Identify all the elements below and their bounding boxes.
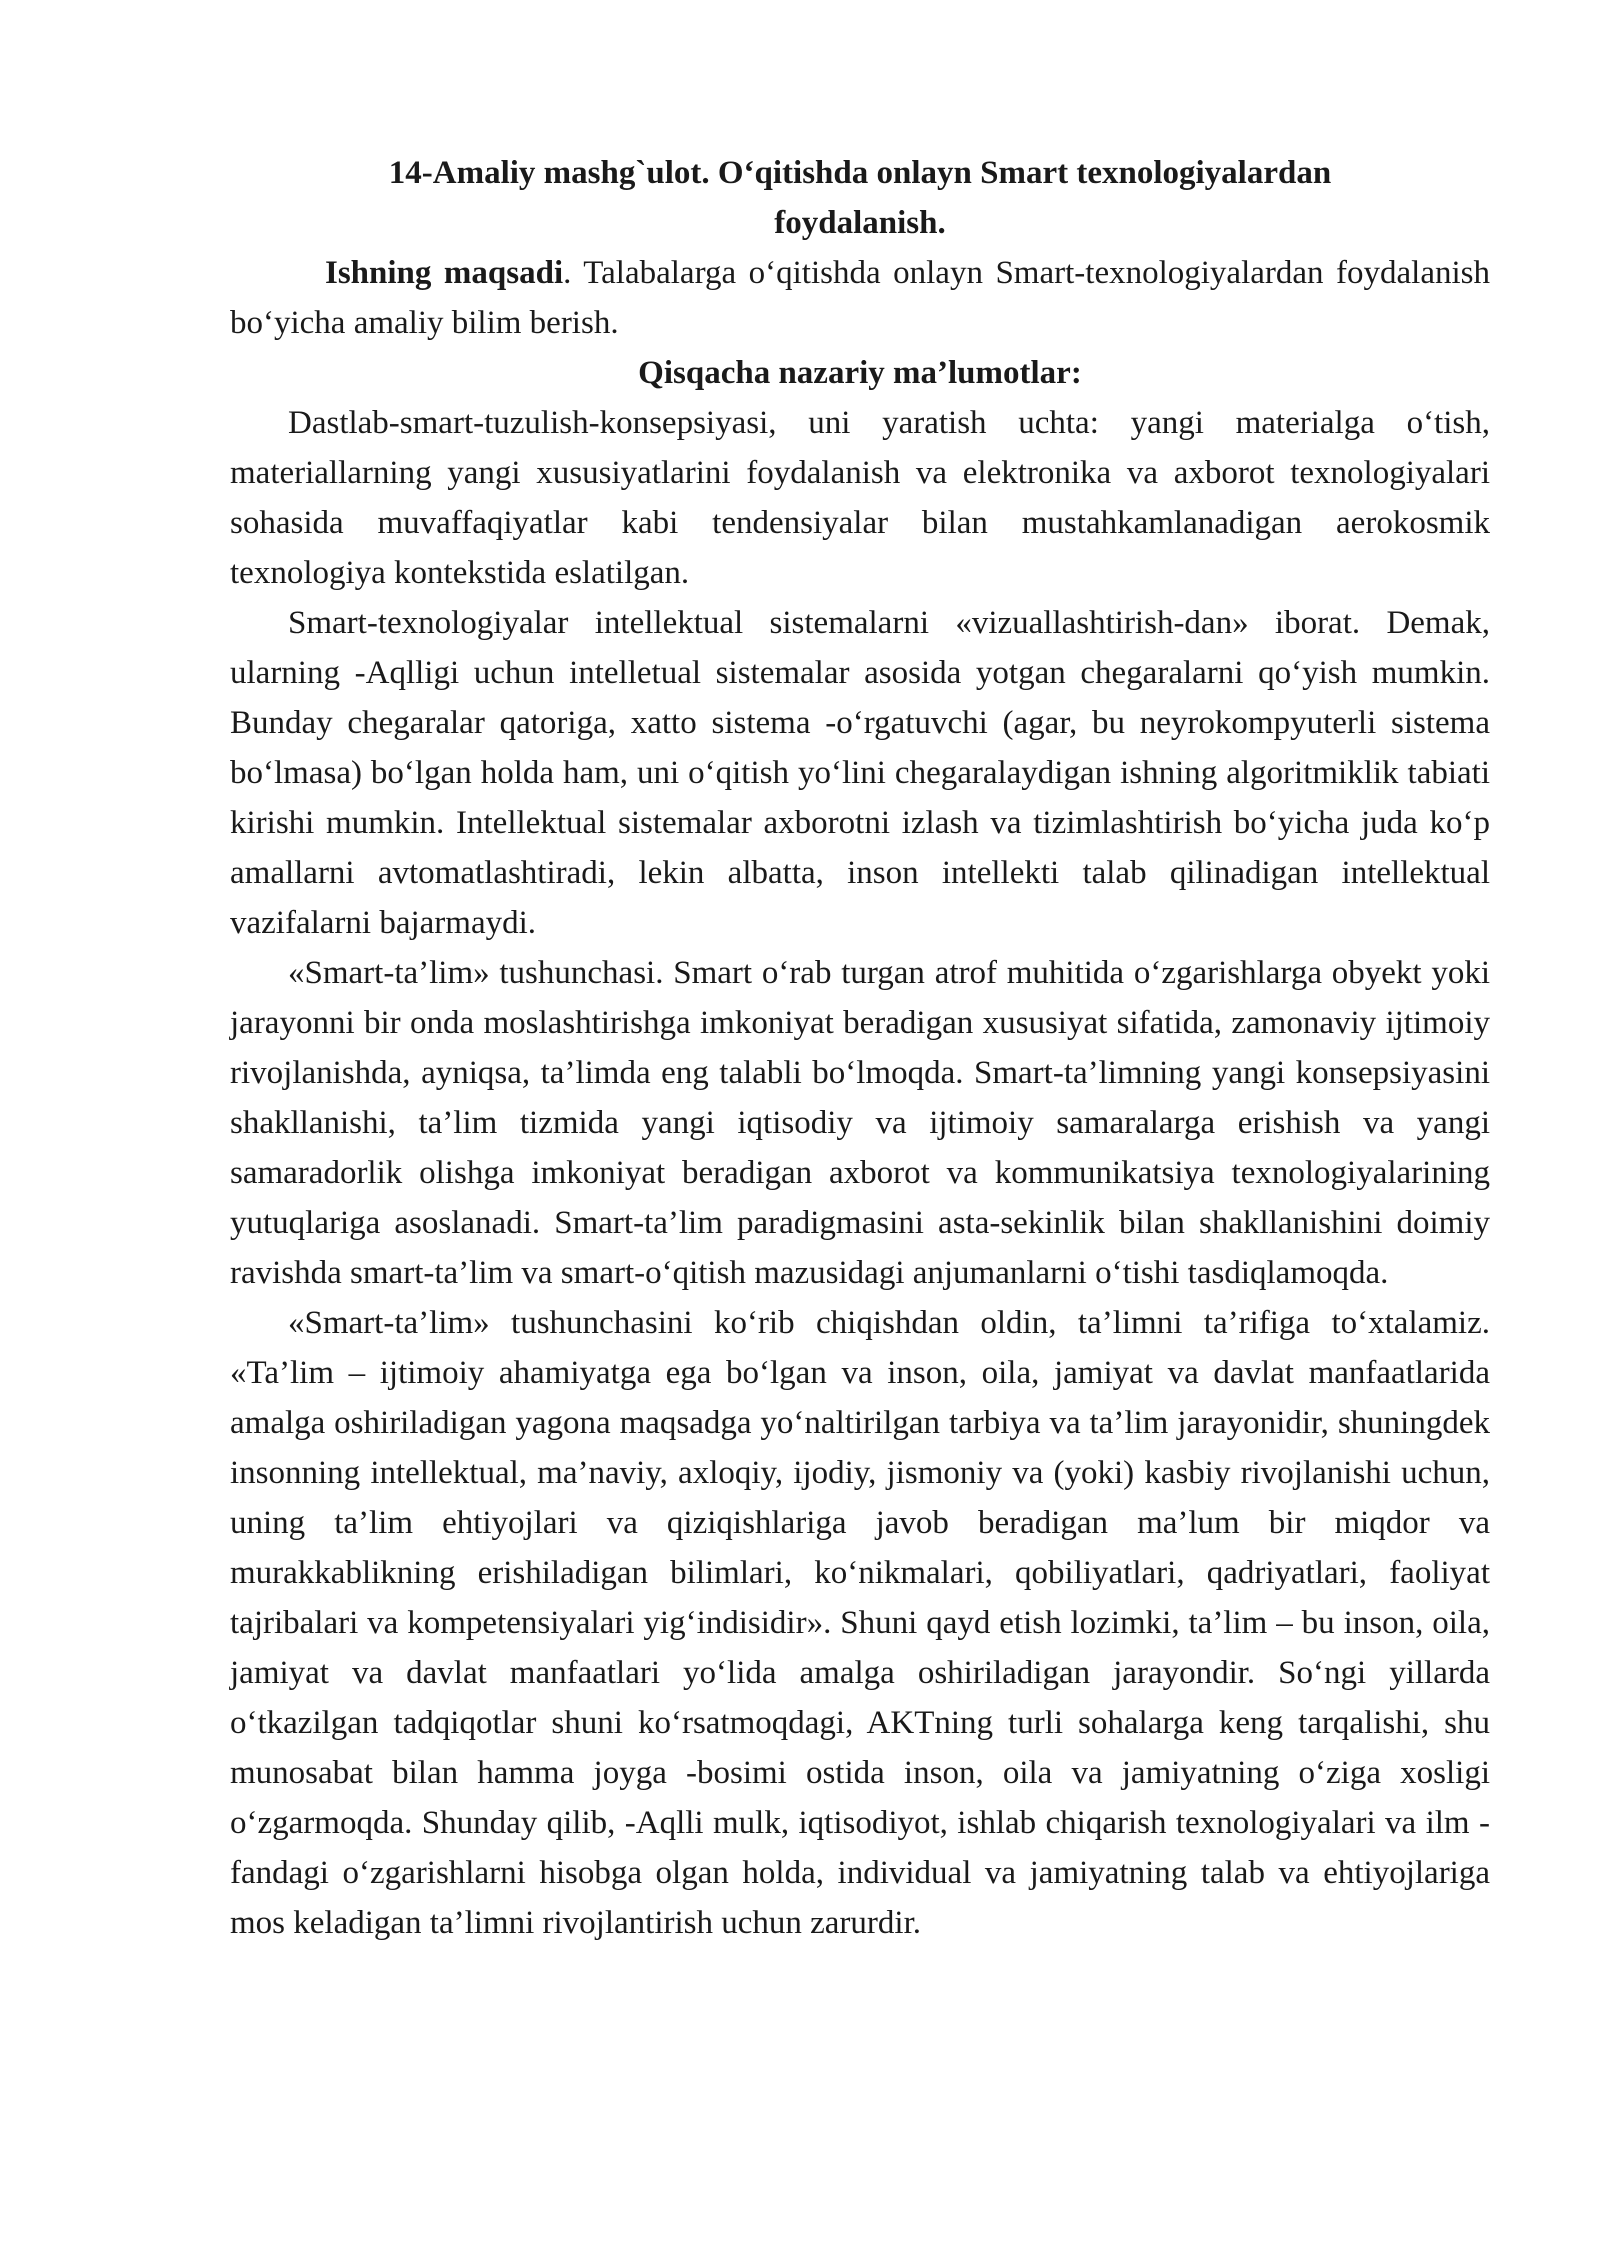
- purpose-lead: Ishning maqsadi: [325, 255, 564, 291]
- body-paragraph-3: «Smart-ta’lim» tushunchasi. Smart o‘rab turgan atrof muhitida o‘zgarishlarga obyekt yoki jarayonni bir onda moslashtirishga imkoniyat beradigan xususiyat sifatida, zamonaviy ijtimoiy rivojlanishda, ayniqsa, ta’limda eng talabli bo‘lmoqda. Smart-ta’limning yangi konsepsiyasini shakllanishi, ta’lim tizmida yangi iqtisodiy va ijtimoiy samaralarga erishish va yangi samaradorlik olishga imkoniyat beradigan axborot va kommunikatsiya texnologiyalarining yutuqlariga asoslanadi. Smart-ta’lim paradigmasini asta-sekinlik bilan shakllanishini doimiy ravishda smart-ta’lim va smart-o‘qitish mazusidagi anjumanlarni o‘tishi tasdiqlamoqda.: [230, 955, 1490, 1291]
- body-paragraph-2: Smart-texnologiyalar intellektual sistemalarni «vizuallashtirish-dan» iborat. Demak, ularning -Aqlligi uchun intelletual sistemalar asosida yotgan chegaralarni qo‘yish mumkin. Bunday chegaralar qatoriga, xatto sistema -o‘rgatuvchi (agar, bu neyrokompyuterli sistema bo‘lmasa) bo‘lgan holda ham, uni o‘qitish yo‘lini chegaralaydigan ishning algoritmiklik tabiati kirishi mumkin. Intellektual sistemalar axborotni izlash va tizimlashtirish bo‘yicha juda ko‘p amallarni avtomatlashtiradi, lekin albatta, inson intellekti talab qilinadigan intellektual vazifalarni bajarmaydi.: [230, 605, 1490, 941]
- body-paragraph-1: Dastlab-smart-tuzulish-konsepsiyasi, uni yaratish uchta: yangi materialga o‘tish, materiallarning yangi xususiyatlarini foydalanish va elektronika va axborot texnologiyalari sohasida muvaffaqiyatlar kabi tendensiyalar bilan mustahkamlanadigan aerokosmik texnologiya kontekstida eslatilgan.: [230, 405, 1490, 591]
- document-title: 14-Amaliy mashg`ulot. O‘qitishda onlayn Smart texnologiyalardan foydalanish.: [388, 155, 1332, 241]
- purpose-paragraph: [230, 248, 1490, 348]
- body-paragraph-4: «Smart-ta’lim» tushunchasini ko‘rib chiqishdan oldin, ta’limni ta’rifiga to‘xtalamiz. «Ta’lim – ijtimoiy ahamiyatga ega bo‘lgan va inson, oila, jamiyat va davlat manfaatlarida amalga oshiriladigan yagona maqsadga yo‘naltirilgan tarbiya va ta’lim jarayonidir, shuningdek insonning intellektual, ma’naviy, axloqiy, ijodiy, jismoniy va (yoki) kasbiy rivojlanishi uchun, uning ta’lim ehtiyojlari va qiziqishlariga javob beradigan ma’lum bir miqdor va murakkablikning erishiladigan bilimlari, ko‘nikmalari, qobiliyatlari, qadriyatlari, faoliyat tajribalari va kompetensiyalari yig‘indisidir». Shuni qayd etish lozimki, ta’lim – bu inson, oila, jamiyat va davlat manfaatlari yo‘lida amalga oshiriladigan jarayondir. So‘ngi yillarda o‘tkazilgan tadqiqotlar shuni ko‘rsatmoqdagi, AKTning turli sohalarga keng tarqalishi, shu munosabat bilan hamma joyga -bosimi ostida inson, oila va jamiyatning o‘ziga xosligi o‘zgarmoqda. Shunday qilib, -Aqlli mulk, iqtisodiyot, ishlab chiqarish texnologiyalari va ilm - fandagi o‘zgarishlarni hisobga olgan holda, individual va jamiyatning talab va ehtiyojlariga mos keladigan ta’limni rivojlantirish uchun zarurdir.: [230, 1305, 1490, 1941]
- document-body: [230, 148, 1490, 1948]
- section-heading: Qisqacha nazariy ma’lumotlar:: [638, 355, 1082, 391]
- purpose-text: . Talabalarga o‘qitishda onlayn Smart-texnologiyalardan foydalanish bo‘yicha amaliy bilim berish.: [230, 255, 1490, 341]
